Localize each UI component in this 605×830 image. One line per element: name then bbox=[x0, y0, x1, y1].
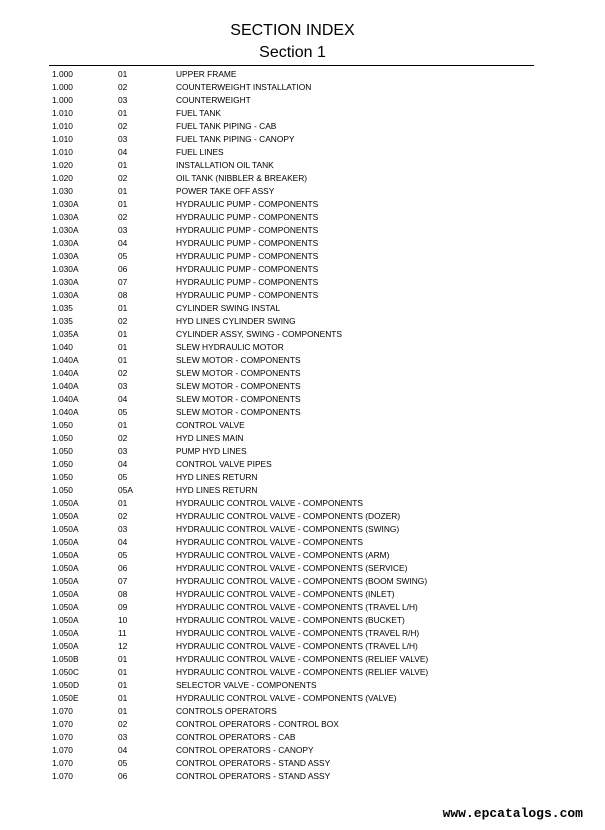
item-number: 12 bbox=[118, 641, 128, 651]
section-number: 1.040A bbox=[52, 355, 79, 365]
item-number: 02 bbox=[118, 433, 128, 443]
section-number: 1.050A bbox=[52, 641, 79, 651]
section-number: 1.030A bbox=[52, 251, 79, 261]
index-row bbox=[52, 640, 542, 653]
index-row bbox=[52, 380, 542, 393]
page-title: SECTION INDEX bbox=[230, 22, 355, 39]
section-number: 1.050D bbox=[52, 680, 80, 690]
section-number: 1.050A bbox=[52, 511, 79, 521]
item-description: SLEW MOTOR - COMPONENTS bbox=[176, 355, 301, 365]
section-number: 1.010 bbox=[52, 134, 73, 144]
section-number: 1.070 bbox=[52, 771, 73, 781]
index-row bbox=[52, 406, 542, 419]
item-number: 03 bbox=[118, 225, 128, 235]
item-number: 01 bbox=[118, 303, 128, 313]
item-number: 11 bbox=[118, 628, 127, 638]
item-number: 02 bbox=[118, 82, 128, 92]
item-description: CYLINDER SWING INSTAL bbox=[176, 303, 281, 313]
index-row bbox=[52, 653, 542, 666]
item-description: HYDRAULIC PUMP - COMPONENTS bbox=[176, 264, 319, 274]
item-description: OIL TANK (NIBBLER & BREAKER) bbox=[176, 173, 308, 183]
section-number: 1.050A bbox=[52, 524, 79, 534]
index-row bbox=[52, 172, 542, 185]
item-number: 05 bbox=[118, 251, 128, 261]
header-divider bbox=[49, 65, 534, 66]
index-row bbox=[52, 588, 542, 601]
section-number: 1.050 bbox=[52, 420, 73, 430]
index-row bbox=[52, 289, 542, 302]
item-number: 02 bbox=[118, 173, 128, 183]
item-description: CONTROL OPERATORS - CAB bbox=[176, 732, 296, 742]
item-number: 01 bbox=[118, 69, 128, 79]
section-number: 1.050A bbox=[52, 537, 79, 547]
section-number: 1.000 bbox=[52, 95, 73, 105]
index-row bbox=[52, 601, 542, 614]
item-number: 01 bbox=[118, 342, 128, 352]
item-description: SELECTOR VALVE - COMPONENTS bbox=[176, 680, 317, 690]
item-description: UPPER FRAME bbox=[176, 69, 237, 79]
item-description: CONTROL OPERATORS - CANOPY bbox=[176, 745, 314, 755]
item-number: 09 bbox=[118, 602, 128, 612]
item-number: 03 bbox=[118, 732, 128, 742]
index-row bbox=[52, 718, 542, 731]
watermark: www.epcatalogs.com bbox=[442, 806, 583, 821]
item-description: SLEW MOTOR - COMPONENTS bbox=[176, 394, 301, 404]
item-number: 02 bbox=[118, 511, 128, 521]
index-row bbox=[52, 211, 542, 224]
section-number: 1.050A bbox=[52, 602, 79, 612]
index-row bbox=[52, 120, 542, 133]
item-number: 01 bbox=[118, 199, 128, 209]
item-description: HYDRAULIC PUMP - COMPONENTS bbox=[176, 212, 319, 222]
item-description: FUEL TANK PIPING - CANOPY bbox=[176, 134, 295, 144]
section-number: 1.000 bbox=[52, 82, 73, 92]
section-number: 1.040A bbox=[52, 368, 79, 378]
section-number: 1.040 bbox=[52, 342, 73, 352]
index-row bbox=[52, 510, 542, 523]
section-number: 1.050A bbox=[52, 576, 79, 586]
section-number: 1.030A bbox=[52, 277, 79, 287]
index-row bbox=[52, 68, 542, 81]
item-description: HYDRAULIC PUMP - COMPONENTS bbox=[176, 290, 319, 300]
index-row bbox=[52, 185, 542, 198]
section-number: 1.035A bbox=[52, 329, 79, 339]
index-row bbox=[52, 614, 542, 627]
section-number: 1.010 bbox=[52, 108, 73, 118]
section-number: 1.040A bbox=[52, 381, 79, 391]
page-subtitle: Section 1 bbox=[259, 44, 326, 61]
item-description: HYDRAULIC CONTROL VALVE - COMPONENTS (BOOM SWING) bbox=[176, 576, 428, 586]
item-number: 03 bbox=[118, 381, 128, 391]
item-description: SLEW HYDRAULIC MOTOR bbox=[176, 342, 284, 352]
index-row bbox=[52, 432, 542, 445]
section-number: 1.050A bbox=[52, 498, 79, 508]
index-row bbox=[52, 484, 542, 497]
item-description: PUMP HYD LINES bbox=[176, 446, 247, 456]
index-row bbox=[52, 159, 542, 172]
section-number: 1.070 bbox=[52, 719, 73, 729]
item-description: HYD LINES RETURN bbox=[176, 472, 258, 482]
section-number: 1.050A bbox=[52, 563, 79, 573]
index-row bbox=[52, 458, 542, 471]
section-number: 1.010 bbox=[52, 147, 73, 157]
index-row bbox=[52, 497, 542, 510]
index-row bbox=[52, 744, 542, 757]
item-number: 03 bbox=[118, 524, 128, 534]
item-number: 08 bbox=[118, 589, 128, 599]
item-number: 04 bbox=[118, 537, 128, 547]
item-description: HYDRAULIC CONTROL VALVE - COMPONENTS (RELIEF VALVE) bbox=[176, 654, 429, 664]
item-number: 05 bbox=[118, 472, 128, 482]
index-row bbox=[52, 302, 542, 315]
index-row bbox=[52, 393, 542, 406]
section-number: 1.050B bbox=[52, 654, 79, 664]
item-description: HYDRAULIC PUMP - COMPONENTS bbox=[176, 225, 319, 235]
section-number: 1.070 bbox=[52, 745, 73, 755]
index-row bbox=[52, 198, 542, 211]
section-number: 1.040A bbox=[52, 394, 79, 404]
index-row bbox=[52, 757, 542, 770]
item-description: SLEW MOTOR - COMPONENTS bbox=[176, 407, 301, 417]
section-number: 1.050 bbox=[52, 433, 73, 443]
section-number: 1.035 bbox=[52, 316, 73, 326]
index-row bbox=[52, 107, 542, 120]
item-number: 06 bbox=[118, 563, 128, 573]
section-number: 1.070 bbox=[52, 758, 73, 768]
item-description: HYDRAULIC CONTROL VALVE - COMPONENTS (SWING) bbox=[176, 524, 400, 534]
item-number: 07 bbox=[118, 277, 128, 287]
section-number: 1.050A bbox=[52, 615, 79, 625]
index-row bbox=[52, 627, 542, 640]
item-description: FUEL LINES bbox=[176, 147, 224, 157]
section-number: 1.070 bbox=[52, 706, 73, 716]
index-row bbox=[52, 575, 542, 588]
item-number: 08 bbox=[118, 290, 128, 300]
item-number: 02 bbox=[118, 368, 128, 378]
item-description: HYD LINES MAIN bbox=[176, 433, 244, 443]
item-description: HYD LINES RETURN bbox=[176, 485, 258, 495]
item-description: HYDRAULIC CONTROL VALVE - COMPONENTS (TRAVEL L/H) bbox=[176, 641, 418, 651]
item-number: 01 bbox=[118, 693, 128, 703]
section-number: 1.050 bbox=[52, 485, 73, 495]
section-number: 1.030A bbox=[52, 199, 79, 209]
section-number: 1.020 bbox=[52, 160, 73, 170]
section-number: 1.050A bbox=[52, 550, 79, 560]
section-number: 1.030A bbox=[52, 212, 79, 222]
index-row bbox=[52, 666, 542, 679]
item-description: FUEL TANK bbox=[176, 108, 221, 118]
item-description: CONTROL VALVE PIPES bbox=[176, 459, 272, 469]
index-row bbox=[52, 445, 542, 458]
index-row bbox=[52, 770, 542, 783]
item-number: 06 bbox=[118, 264, 128, 274]
index-row bbox=[52, 367, 542, 380]
item-description: COUNTERWEIGHT INSTALLATION bbox=[176, 82, 312, 92]
section-number: 1.030 bbox=[52, 186, 73, 196]
item-description: CYLINDER ASSY, SWING - COMPONENTS bbox=[176, 329, 342, 339]
item-description: CONTROL OPERATORS - STAND ASSY bbox=[176, 771, 331, 781]
item-description: HYDRAULIC CONTROL VALVE - COMPONENTS (BUCKET) bbox=[176, 615, 405, 625]
index-row bbox=[52, 224, 542, 237]
item-number: 01 bbox=[118, 420, 128, 430]
section-number: 1.020 bbox=[52, 173, 73, 183]
item-number: 01 bbox=[118, 706, 128, 716]
item-description: SLEW MOTOR - COMPONENTS bbox=[176, 381, 301, 391]
item-description: HYDRAULIC CONTROL VALVE - COMPONENTS bbox=[176, 498, 363, 508]
item-number: 07 bbox=[118, 576, 128, 586]
item-description: COUNTERWEIGHT bbox=[176, 95, 251, 105]
index-row bbox=[52, 341, 542, 354]
index-row bbox=[52, 562, 542, 575]
index-row bbox=[52, 250, 542, 263]
item-number: 04 bbox=[118, 147, 128, 157]
item-number: 05A bbox=[118, 485, 133, 495]
section-number: 1.040A bbox=[52, 407, 79, 417]
item-number: 01 bbox=[118, 186, 128, 196]
item-description: HYDRAULIC CONTROL VALVE - COMPONENTS (SERVICE) bbox=[176, 563, 408, 573]
item-number: 03 bbox=[118, 446, 128, 456]
item-number: 02 bbox=[118, 212, 128, 222]
item-description: CONTROL OPERATORS - CONTROL BOX bbox=[176, 719, 339, 729]
index-row bbox=[52, 523, 542, 536]
index-row bbox=[52, 315, 542, 328]
index-row bbox=[52, 705, 542, 718]
section-number: 1.030A bbox=[52, 290, 79, 300]
item-description: HYDRAULIC CONTROL VALVE - COMPONENTS (VALVE) bbox=[176, 693, 397, 703]
item-description: CONTROLS OPERATORS bbox=[176, 706, 277, 716]
section-number: 1.030A bbox=[52, 225, 79, 235]
index-row bbox=[52, 94, 542, 107]
section-number: 1.050A bbox=[52, 589, 79, 599]
item-description: HYDRAULIC CONTROL VALVE - COMPONENTS (TRAVEL L/H) bbox=[176, 602, 418, 612]
item-number: 01 bbox=[118, 680, 128, 690]
item-description: POWER TAKE OFF ASSY bbox=[176, 186, 275, 196]
section-number: 1.050E bbox=[52, 693, 79, 703]
item-description: SLEW MOTOR - COMPONENTS bbox=[176, 368, 301, 378]
section-number: 1.050 bbox=[52, 459, 73, 469]
item-description: HYDRAULIC CONTROL VALVE - COMPONENTS bbox=[176, 537, 363, 547]
index-row bbox=[52, 536, 542, 549]
index-row bbox=[52, 692, 542, 705]
section-number: 1.030A bbox=[52, 238, 79, 248]
index-row bbox=[52, 81, 542, 94]
item-description: HYDRAULIC PUMP - COMPONENTS bbox=[176, 251, 319, 261]
index-row bbox=[52, 263, 542, 276]
item-number: 03 bbox=[118, 134, 128, 144]
item-number: 05 bbox=[118, 407, 128, 417]
item-number: 01 bbox=[118, 654, 128, 664]
section-number: 1.070 bbox=[52, 732, 73, 742]
index-row bbox=[52, 731, 542, 744]
item-number: 05 bbox=[118, 758, 128, 768]
section-index-list bbox=[52, 68, 542, 783]
index-row bbox=[52, 146, 542, 159]
item-description: HYDRAULIC CONTROL VALVE - COMPONENTS (DOZER) bbox=[176, 511, 401, 521]
item-description: HYD LINES CYLINDER SWING bbox=[176, 316, 296, 326]
section-number: 1.030A bbox=[52, 264, 79, 274]
item-number: 02 bbox=[118, 719, 128, 729]
item-description: HYDRAULIC CONTROL VALVE - COMPONENTS (RELIEF VALVE) bbox=[176, 667, 429, 677]
item-description: CONTROL OPERATORS - STAND ASSY bbox=[176, 758, 331, 768]
item-description: HYDRAULIC PUMP - COMPONENTS bbox=[176, 277, 319, 287]
item-number: 02 bbox=[118, 121, 128, 131]
item-number: 01 bbox=[118, 355, 128, 365]
index-row bbox=[52, 276, 542, 289]
section-number: 1.050C bbox=[52, 667, 80, 677]
item-description: HYDRAULIC PUMP - COMPONENTS bbox=[176, 199, 319, 209]
index-row bbox=[52, 354, 542, 367]
item-number: 01 bbox=[118, 667, 128, 677]
item-number: 01 bbox=[118, 329, 128, 339]
index-row bbox=[52, 679, 542, 692]
item-description: HYDRAULIC CONTROL VALVE - COMPONENTS (TRAVEL R/H) bbox=[176, 628, 420, 638]
section-number: 1.010 bbox=[52, 121, 73, 131]
item-number: 10 bbox=[118, 615, 128, 625]
item-description: HYDRAULIC CONTROL VALVE - COMPONENTS (ARM) bbox=[176, 550, 390, 560]
index-row bbox=[52, 549, 542, 562]
item-number: 03 bbox=[118, 95, 128, 105]
item-number: 04 bbox=[118, 238, 128, 248]
section-number: 1.050A bbox=[52, 628, 79, 638]
item-number: 01 bbox=[118, 108, 128, 118]
item-number: 04 bbox=[118, 394, 128, 404]
section-number: 1.050 bbox=[52, 446, 73, 456]
item-description: INSTALLATION OIL TANK bbox=[176, 160, 274, 170]
index-row bbox=[52, 328, 542, 341]
index-row bbox=[52, 471, 542, 484]
item-number: 01 bbox=[118, 498, 128, 508]
item-number: 05 bbox=[118, 550, 128, 560]
item-number: 04 bbox=[118, 745, 128, 755]
item-number: 01 bbox=[118, 160, 128, 170]
item-number: 02 bbox=[118, 316, 128, 326]
index-row bbox=[52, 419, 542, 432]
item-number: 04 bbox=[118, 459, 128, 469]
section-number: 1.000 bbox=[52, 69, 73, 79]
item-description: CONTROL VALVE bbox=[176, 420, 245, 430]
section-number: 1.050 bbox=[52, 472, 73, 482]
item-description: FUEL TANK PIPING - CAB bbox=[176, 121, 277, 131]
item-description: HYDRAULIC PUMP - COMPONENTS bbox=[176, 238, 319, 248]
item-number: 06 bbox=[118, 771, 128, 781]
section-number: 1.035 bbox=[52, 303, 73, 313]
index-row bbox=[52, 237, 542, 250]
index-row bbox=[52, 133, 542, 146]
item-description: HYDRAULIC CONTROL VALVE - COMPONENTS (INLET) bbox=[176, 589, 395, 599]
